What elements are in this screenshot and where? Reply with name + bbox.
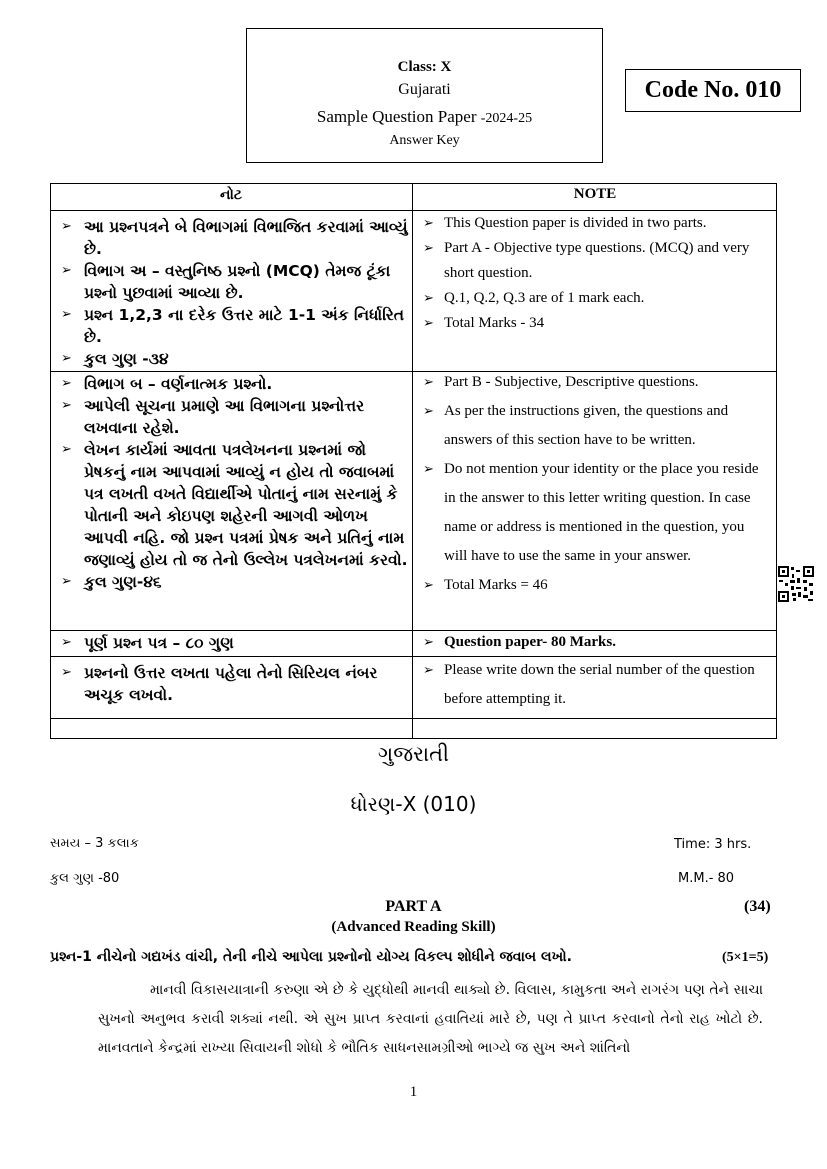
list-item: ➢ As per the instructions given, the questions and answers of this section have to be written. [418,397,770,455]
list-item: ➢ પ્રશ્નનો ઉત્તર લખતા પહેલા તેનો સિરિયલ નંબર અચૂક લખવો. [61,664,378,704]
eng-note-cell-3 [418,628,770,657]
paper-title-text: Sample Question Paper [316,107,477,126]
answer-key-label: Answer Key [389,133,460,148]
list-item: ➢ કુલ ગુણ -૩૪ [61,350,169,368]
list-item: ➢ Total Marks = 46 [418,571,770,600]
guj-note-cell-2 [58,373,408,593]
page-number: 1 [409,1084,418,1100]
list-item: ➢ પ્રશ્ન 1,2,3 ના દરેક ઉત્તર માટે 1-1 અંક નિર્ધારિત છે. [61,306,404,346]
bullet-arrow-icon: ➢ [423,663,434,678]
question-1-prompt: પ્રશ્ન-1 નીચેનો ગદ્યખંડ વાંચી, તેની નીચે આપેલા પ્રશ્નોનો યોગ્ય વિકલ્પ શોધીને જવાબ લખો. [50,949,572,965]
list-item: ➢ પૂર્ણ પ્રશ્ન પત્ર – ૮૦ ગુણ [61,634,234,652]
part-subtitle: (Advanced Reading Skill) [331,919,496,935]
guj-note-cell-3 [58,632,408,654]
bullet-arrow-icon: ➢ [423,216,434,231]
list-item: ➢ આપેલી સૂચના પ્રમાણે આ વિભાગના પ્રશ્નોત્તર લખવાના રહેશે. [61,397,365,437]
bullet-arrow-icon: ➢ [61,398,72,413]
list-item: ➢ લેખન કાર્યમાં આવતા પત્રલેખનના પ્રશ્નમાં જો પ્રેષકનું નામ આપવામાં આવ્યું ન હોય તો જવાબમાં પત્ર લખતી વખતે વિદ્યાર્થીએ પોતાનું નામ સરનામું કે પોતાની અને કોઇપણ શહેરની આગવી ઓળખ આપવી નહિ. જો પ્રશ્ન પત્રમાં પ્રેષક અને પ્રતિનું નામ જણાવ્યું હોય તો જ તેનો ઉલ્લેખ પત્રલેખનમાં કરવો. [61,441,408,569]
bullet-arrow-icon: ➢ [423,291,434,306]
guj-note-cell-1 [58,216,408,370]
guj-note-cell-4 [58,662,408,706]
bullet-arrow-icon: ➢ [61,376,72,391]
bullet-arrow-icon: ➢ [61,307,72,322]
part-marks: (34) [744,898,771,915]
qr-code-icon [777,565,815,603]
bullet-arrow-icon: ➢ [423,635,434,650]
list-item: ➢ Please write down the serial number of the question before attempting it. [418,656,770,714]
list-item: ➢ આ પ્રશ્નપત્રને બે વિભાગમાં વિભાજિત કરવામાં આવ્યું છે. [61,218,408,258]
bullet-arrow-icon: ➢ [61,351,72,366]
bullet-arrow-icon: ➢ [423,241,434,256]
table-row-divider [50,718,777,719]
bullet-arrow-icon: ➢ [423,462,434,477]
eng-note-cell-2 [418,368,770,600]
eng-note-cell-4 [418,656,770,714]
list-item: ➢ Q.1, Q.2, Q.3 are of 1 mark each. [418,286,770,311]
paper-year: -2024-25 [480,111,533,126]
paper-title [247,107,602,127]
bullet-arrow-icon: ➢ [423,316,434,331]
list-item: ➢ વિભાગ અ – વસ્તુનિષ્ઠ પ્રશ્નો (MCQ) તેમજ ટૂંકા પ્રશ્નો પુછવામાં આવ્યા છે. [61,262,391,302]
paper-header-box [246,28,603,163]
bullet-arrow-icon: ➢ [423,375,434,390]
list-item: ➢ વિભાગ બ – વર્ણનાત્મક પ્રશ્નો. [61,375,273,393]
standard-title: ધોરણ-X (010) [350,792,477,816]
marks-gujarati: કુલ ગુણ -80 [50,871,120,886]
list-item: ➢ Question paper- 80 Marks. [418,628,770,657]
eng-note-cell-1 [418,211,770,336]
list-item: ➢ કુલ ગુણ-૪૬ [61,573,162,591]
bullet-arrow-icon: ➢ [61,635,72,650]
part-title: PART A [385,898,442,915]
list-item: ➢ Total Marks - 34 [418,311,770,336]
bullet-arrow-icon: ➢ [61,263,72,278]
bullet-arrow-icon: ➢ [423,404,434,419]
list-item: ➢ Part A - Objective type questions. (MCQ) and very short question. [418,236,770,286]
gujarati-note-heading: નોટ [219,187,243,203]
bullet-arrow-icon: ➢ [61,219,72,234]
bullet-arrow-icon: ➢ [61,665,72,680]
language-title: ગુજરાતી [377,742,450,766]
question-1-marks: (5×1=5) [722,950,769,965]
code-number-box: Code No. 010 [625,69,801,112]
bullet-arrow-icon: ➢ [61,442,72,457]
list-item: ➢ Part B - Subjective, Descriptive questions. [418,368,770,397]
reading-passage: માનવી વિકાસયાત્રાની કરુણા એ છે કે યુદ્ધોથી માનવી થાક્યો છે. વિલાસ, કામુકતા અને રાગરંગ પણ તેને સાચા સુખનો અનુભવ કરાવી શક્યાં નથી. એ સુખ પ્રાપ્ત કરવાનાં હવાતિયાં મારે છે, પણ તે પ્રાપ્ત કરવાનો તેનો રાહ ખોટો છે. માનવતાને કેન્દ્રમાં રાખ્યા સિવાયની શોધો કે ભૌતિક સાધનસામગ્રીઓ ભાગ્યે જ સુખ અને શાંતિનો [98,982,763,1056]
bullet-arrow-icon: ➢ [61,574,72,589]
class-label: Class: X [397,59,452,75]
list-item: ➢ Do not mention your identity or the place you reside in the answer to this letter writing question. In case name or address is mentioned in the question, you will have to use the same in your answer. [418,455,770,571]
marks-english: M.M.- 80 [678,871,735,886]
time-gujarati: સમય – 3 કલાક [50,836,139,851]
bullet-arrow-icon: ➢ [423,578,434,593]
subject-label: Gujarati [398,81,451,98]
english-note-heading: NOTE [573,186,617,202]
list-item: ➢ This Question paper is divided in two parts. [418,211,770,236]
time-english: Time: 3 hrs. [674,837,752,852]
